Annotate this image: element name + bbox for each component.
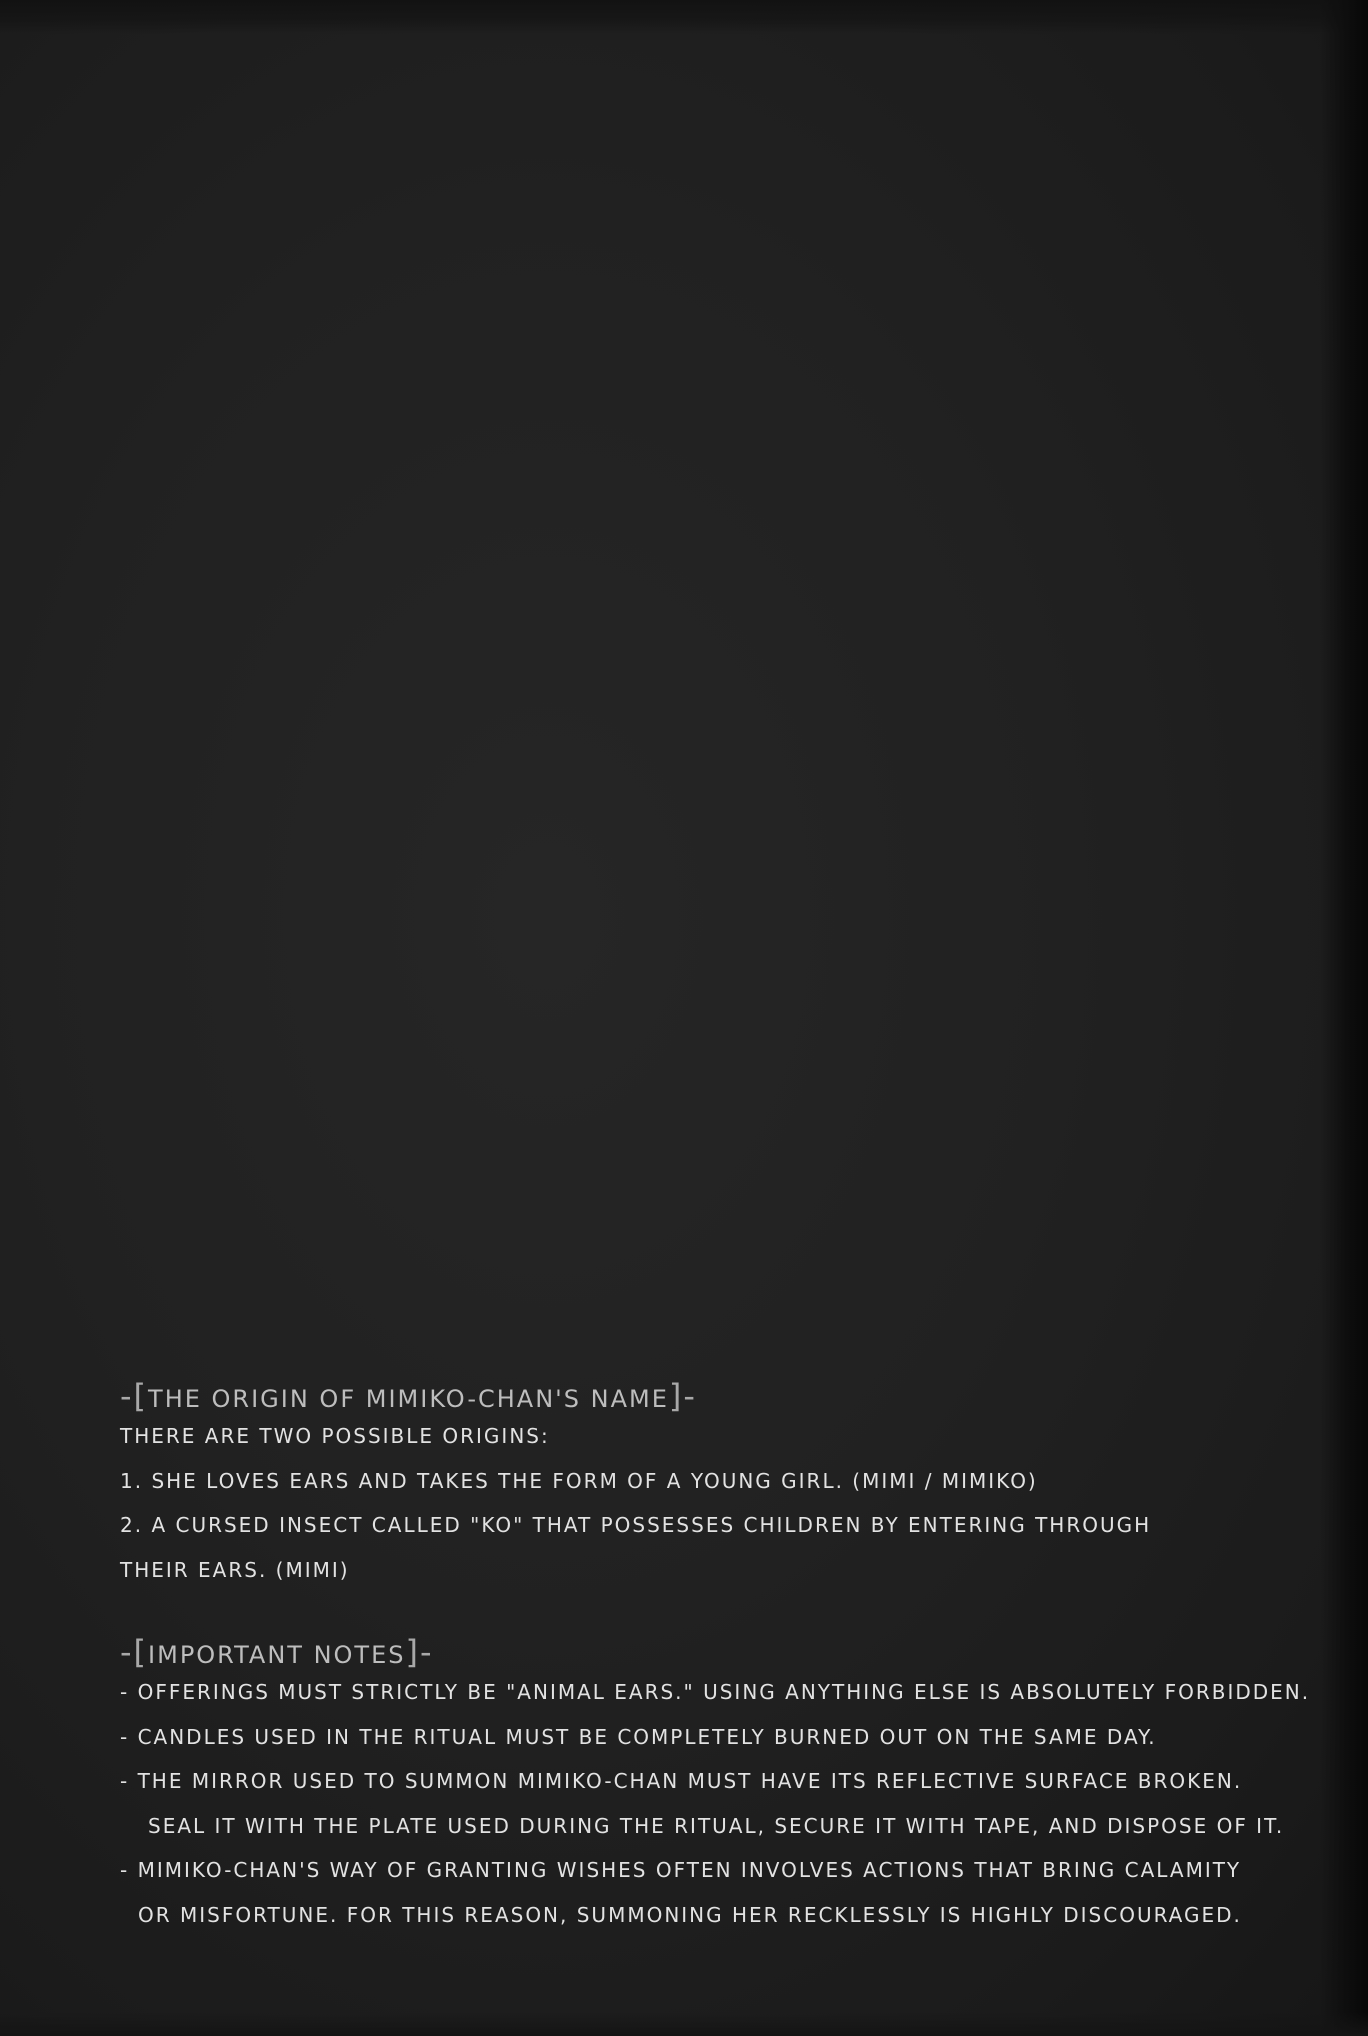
- text-block: [120, 1377, 1311, 1937]
- origin-heading-open: -[: [120, 1377, 149, 1415]
- bottom-shadow: [0, 2012, 1368, 2036]
- origin-item-2-continued: THEIR EARS. (MIMI): [120, 1557, 350, 1582]
- origin-heading-close: ]-: [668, 1377, 697, 1415]
- page-edge-shadow: [1320, 0, 1368, 2036]
- notes-heading: [120, 1634, 1260, 1670]
- top-shadow: [0, 0, 1368, 34]
- note-offerings: - OFFERINGS MUST STRICTLY BE "ANIMAL EARS." USING ANYTHING ELSE IS ABSOLUTELY FORBIDDEN.: [120, 1680, 1311, 1704]
- note-mirror-continued: SEAL IT WITH THE PLATE USED DURING THE RITUAL, SECURE IT WITH TAPE, AND DISPOSE OF IT.: [148, 1813, 1285, 1838]
- section-gap: [120, 1592, 1260, 1634]
- notes-heading-open: -[: [120, 1633, 149, 1671]
- notes-heading-text: IMPORTANT NOTES: [148, 1641, 406, 1669]
- note-wishes-continued: OR MISFORTUNE. FOR THIS REASON, SUMMONING HER RECKLESSLY IS HIGHLY DISCOURAGED.: [138, 1902, 1242, 1927]
- note-mirror: - THE MIRROR USED TO SUMMON MIMIKO-CHAN MUST HAVE ITS REFLECTIVE SURFACE BROKEN.: [120, 1769, 1243, 1793]
- origin-item-2: 2. A CURSED INSECT CALLED "KO" THAT POSSESSES CHILDREN BY ENTERING THROUGH: [120, 1513, 1152, 1537]
- note-wishes: - MIMIKO-CHAN'S WAY OF GRANTING WISHES OFTEN INVOLVES ACTIONS THAT BRING CALAMITY: [120, 1858, 1242, 1882]
- notes-heading-close: ]-: [405, 1633, 434, 1671]
- origin-heading: [120, 1378, 1260, 1414]
- origin-intro-line: THERE ARE TWO POSSIBLE ORIGINS:: [120, 1424, 550, 1448]
- origin-item-1: 1. SHE LOVES EARS AND TAKES THE FORM OF A YOUNG GIRL. (MIMI / MIMIKO): [120, 1468, 1038, 1493]
- origin-heading-text: THE ORIGIN OF MIMIKO-CHAN'S NAME: [148, 1385, 669, 1413]
- note-candles: - CANDLES USED IN THE RITUAL MUST BE COMPLETELY BURNED OUT ON THE SAME DAY.: [120, 1724, 1157, 1749]
